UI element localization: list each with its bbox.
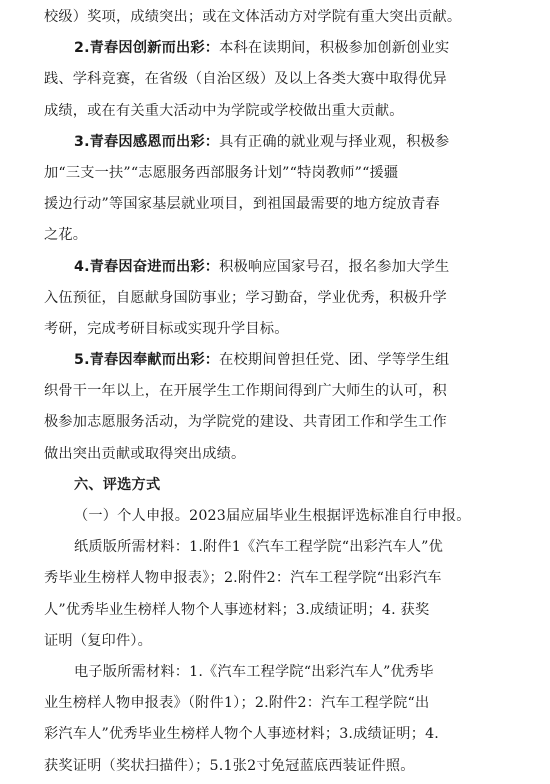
paragraph-text: 援边行动”等国家基层就业项目，到祖国最需要的地方绽放青春 <box>44 196 440 213</box>
body-line: 证明（复印件）。 <box>44 632 153 649</box>
body-line: 秀毕业生榜样人物申报表》；2.附件2：汽车工程学院“出彩汽车 <box>44 570 442 587</box>
paragraph-text: 践、学科竞赛，在省级（自治区级）及以上各类大赛中取得优异 <box>44 71 447 88</box>
paragraph-line <box>44 158 516 189</box>
paragraph-line <box>44 407 516 438</box>
paragraph-line <box>44 314 516 345</box>
criterion-gratitude-line <box>44 127 516 158</box>
body-line: 业生榜样人物申报表》（附件1）；2.附件2：汽车工程学院“出 <box>44 695 430 712</box>
section-heading: 六、评选方式 <box>74 476 161 493</box>
paragraph-text: 织骨干一年以上，在开展学生工作期间得到广大师生的认可，积 <box>44 383 447 400</box>
paragraph-line <box>44 2 516 33</box>
criterion-title: 3.青春因感恩而出彩： <box>74 133 220 150</box>
paragraph-line <box>44 439 516 470</box>
paragraph-text: 做出突出贡献或取得突出成绩。 <box>44 445 246 462</box>
paragraph-line <box>44 189 516 220</box>
paragraph-line <box>44 283 516 314</box>
paragraph-line <box>44 96 516 127</box>
paragraph-text: 之花。 <box>44 227 88 244</box>
paragraph-text: 极参加志愿服务活动，为学院党的建设、共青团工作和学生工作 <box>44 414 447 431</box>
body-line: （一）个人申报。2023届应届毕业生根据评选标准自行申报。 <box>74 508 471 524</box>
paragraph-text: 加“三支一扶”“志愿服务西部服务计划”“特岗教师”“援疆 <box>44 164 399 181</box>
body-line: 电子版所需材料：1.《汽车工程学院“出彩汽车人”优秀毕 <box>74 663 434 680</box>
criterion-title: 2.青春因创新而出彩： <box>74 40 220 57</box>
criterion-dedication-line <box>44 345 516 376</box>
paragraph-text: 积极响应国家号召，报名参加大学生 <box>219 258 450 275</box>
paragraph-line <box>44 64 516 95</box>
body-line: 人”优秀毕业生榜样人物个人事迹材料；3.成绩证明；4. 获奖 <box>44 601 430 618</box>
body-line: 纸质版所需材料：1.附件1《汽车工程学院“出彩汽车人”优 <box>74 539 443 556</box>
paragraph-text: 具有正确的就业观与择业观，积极参 <box>219 133 450 150</box>
paragraph-line <box>44 220 516 251</box>
paragraph-text: 在校期间曾担任党、团、学等学生组 <box>219 352 450 369</box>
body-line: 彩汽车人”优秀毕业生榜样人物个人事迹材料；3.成绩证明；4. <box>44 726 440 743</box>
paragraph-text: 校级）奖项，成绩突出；或在文体活动方对学院有重大突出贡献。 <box>44 9 462 25</box>
criterion-innovation-line <box>44 33 516 64</box>
criterion-striving-line <box>44 252 516 283</box>
body-line: 获奖证明（奖状扫描件）；5.1张2寸免冠蓝底西装证件照。 <box>44 757 415 774</box>
paragraph-text: 成绩，或在有关重大活动中为学院或学校做出重大贡献。 <box>44 102 404 119</box>
criterion-title: 4.青春因奋进而出彩： <box>74 258 220 275</box>
paragraph-line <box>44 376 516 407</box>
paragraph-text: 入伍预征，自愿献身国防事业；学习勤奋，学业优秀，积极升学 <box>44 289 447 306</box>
paragraph-text: 本科在读期间，积极参加创新创业实 <box>219 40 450 57</box>
paragraph-text: 考研，完成考研目标或实现升学目标。 <box>44 320 289 337</box>
criterion-title: 5.青春因奉献而出彩： <box>74 352 220 369</box>
